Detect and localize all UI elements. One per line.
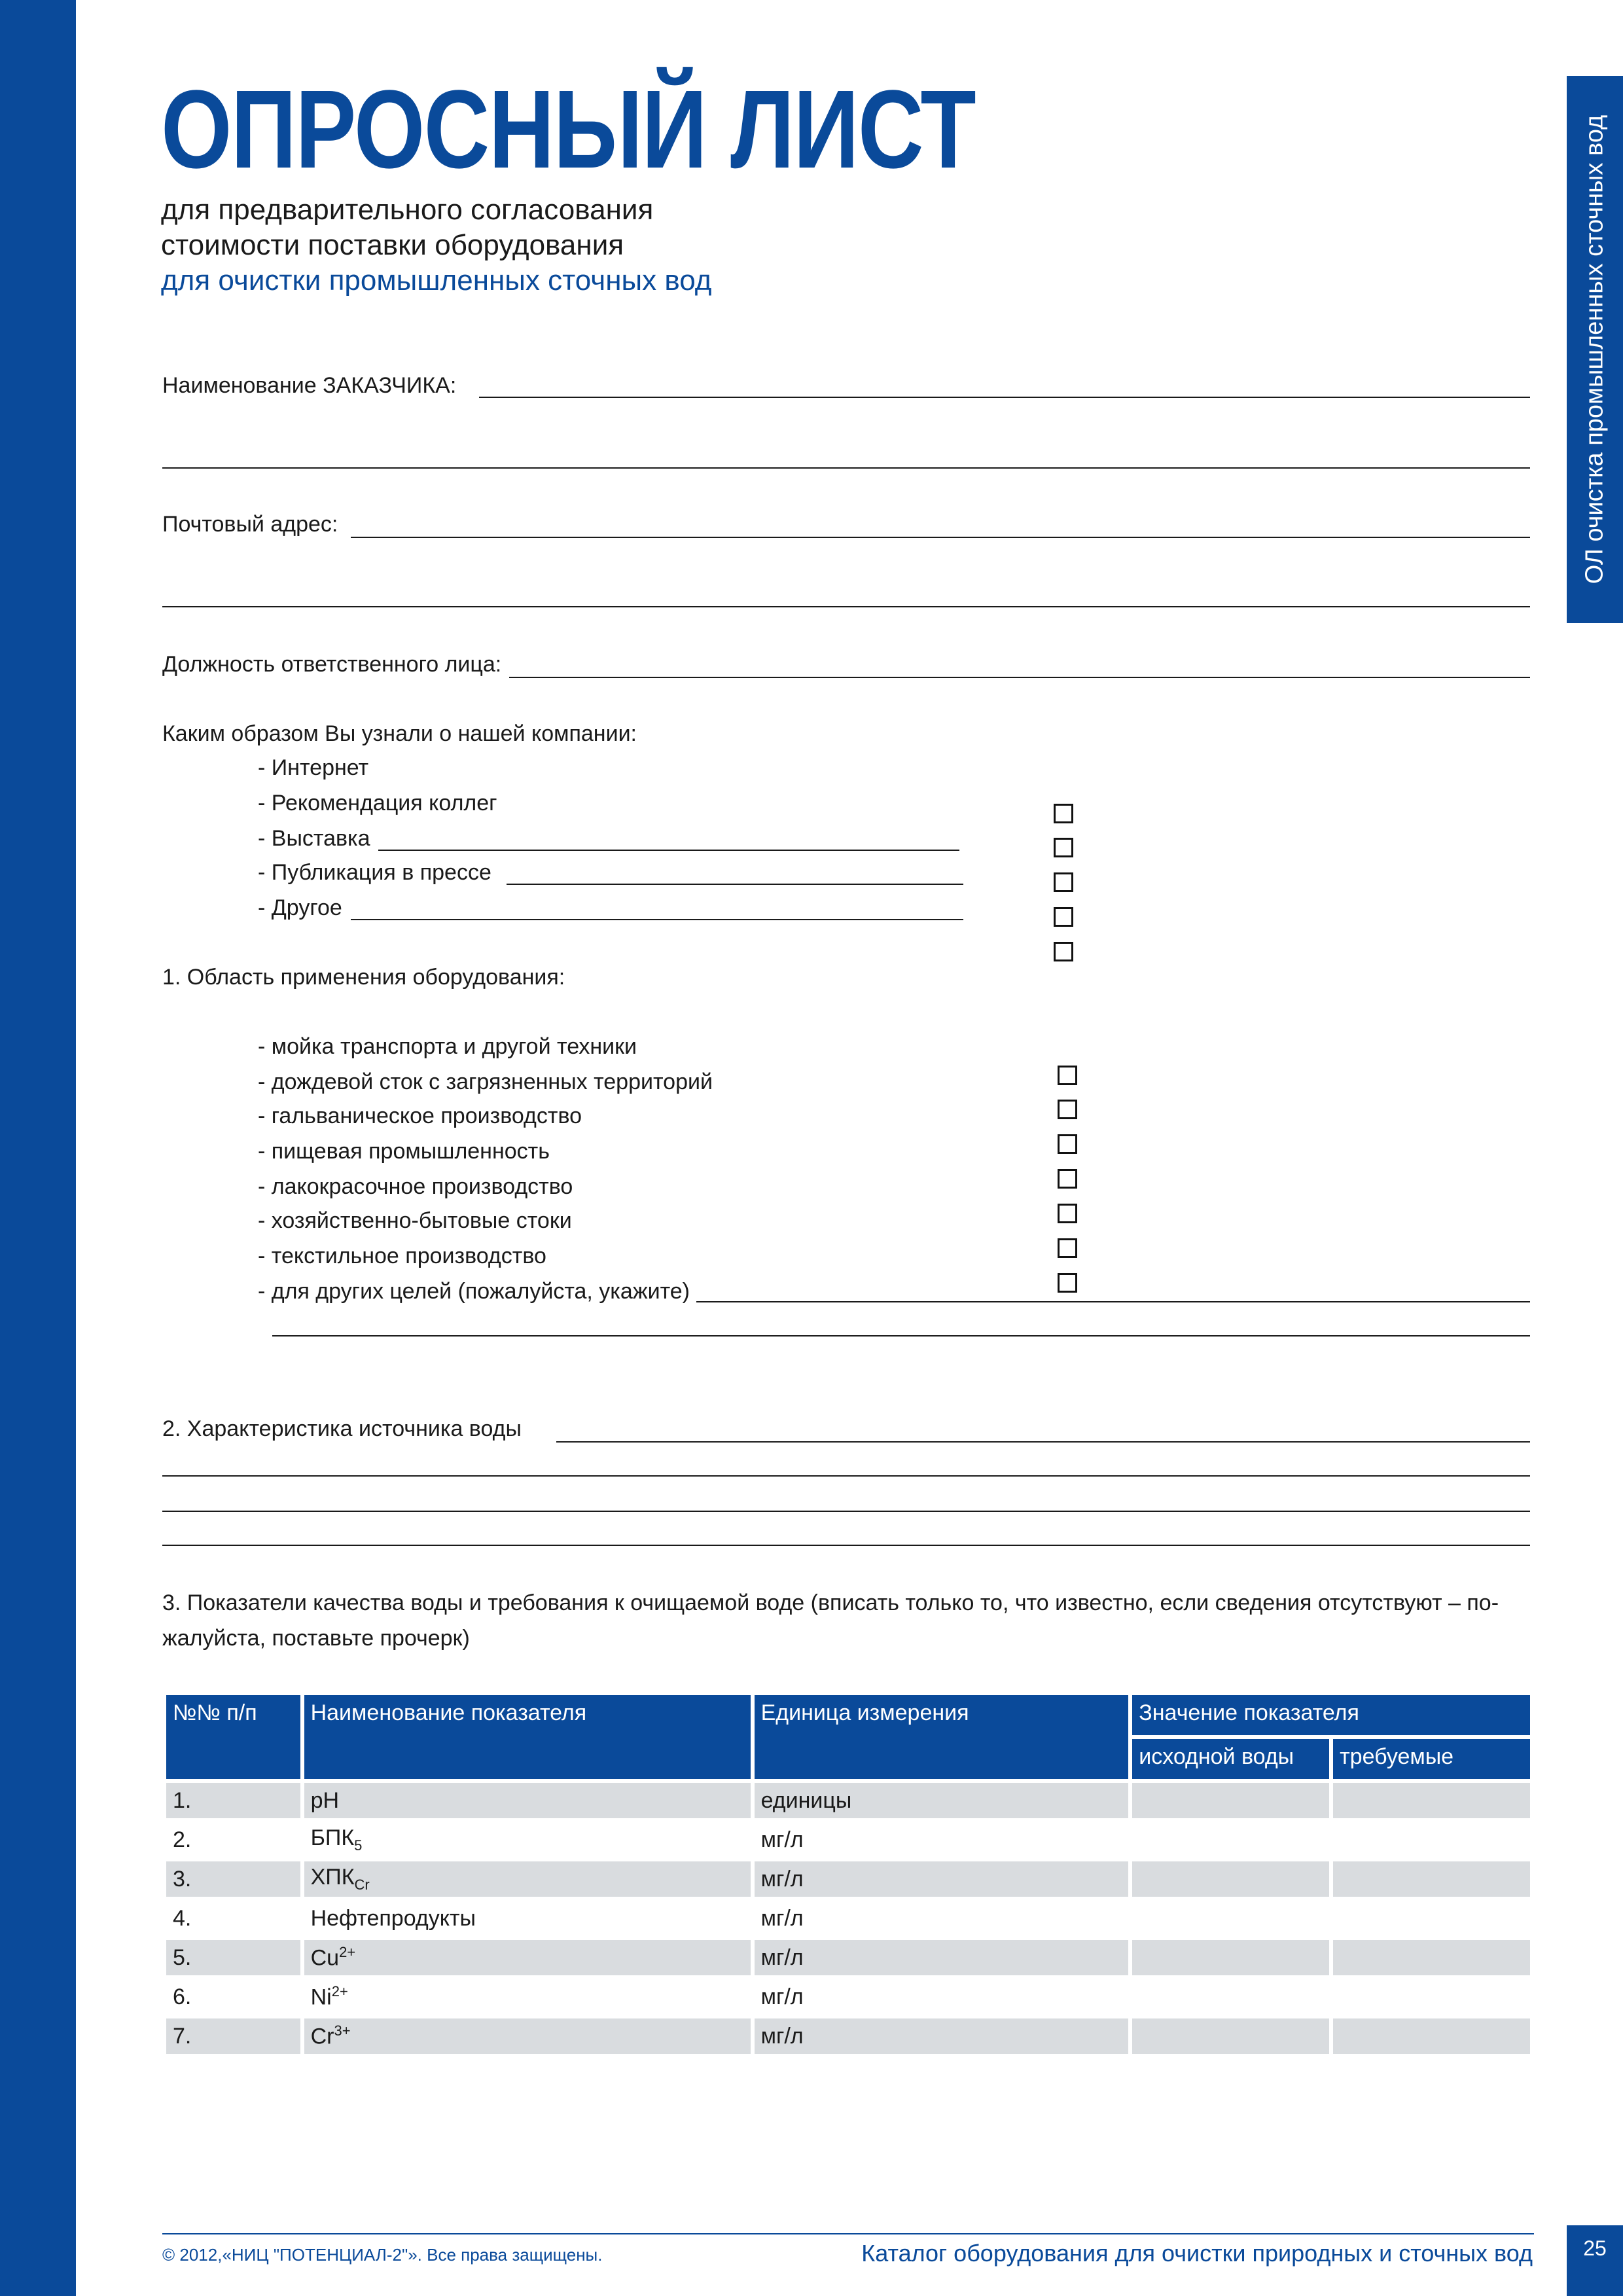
footer-copyright: © 2012,«НИЦ "ПОТЕНЦИАЛ-2"». Все права защищены.: [162, 2245, 603, 2265]
other-input-line[interactable]: [351, 919, 963, 920]
checkbox-source-2[interactable]: [1054, 838, 1073, 857]
side-tab-label: ОЛ очистка промышленных сточных вод: [1580, 115, 1609, 584]
row-name: [304, 1940, 751, 1975]
quality-table: [162, 1691, 1534, 2058]
source-option-colleagues: - Рекомендация коллег: [258, 791, 497, 816]
checkbox-application-2[interactable]: [1058, 1100, 1077, 1119]
row-required-value[interactable]: [1333, 1822, 1530, 1857]
header-required: требуемые: [1333, 1739, 1530, 1779]
row-source-value[interactable]: [1132, 1861, 1329, 1897]
checkbox-application-5[interactable]: [1058, 1204, 1077, 1223]
checkbox-application-4[interactable]: [1058, 1169, 1077, 1189]
table-row: [166, 1979, 1530, 2015]
row-num: 6.: [173, 1984, 192, 2009]
table-row: [166, 1861, 1530, 1897]
checkbox-application-1[interactable]: [1058, 1066, 1077, 1085]
row-source-value[interactable]: [1132, 1979, 1329, 2015]
page-title: ОПРОСНЫЙ ЛИСТ: [161, 67, 975, 192]
row-unit: мг/л: [760, 1984, 804, 2009]
row-source-value[interactable]: [1132, 2018, 1329, 2054]
row-num: 3.: [166, 1861, 300, 1897]
source-option-press: - Публикация в прессе: [258, 860, 491, 885]
application-option-4: - пищевая промышленность: [258, 1139, 550, 1164]
application-option-7: - текстильное производство: [258, 1244, 546, 1268]
row-required-value[interactable]: [1333, 1979, 1530, 2015]
parameter-superscript: 2+: [339, 1944, 356, 1961]
application-option-6: - хозяйственно-бытовые стоки: [258, 1208, 572, 1233]
row-required-value[interactable]: [1333, 1901, 1530, 1936]
subtitle-line-2: стоимости поставки оборудования: [161, 229, 624, 261]
parameter-name: Cu: [310, 1945, 340, 1971]
row-name: [304, 1783, 751, 1818]
parameter-name: ХПК: [310, 1865, 355, 1890]
table-row: [166, 1822, 1530, 1857]
checkbox-application-3[interactable]: [1058, 1134, 1077, 1154]
application-option-3: - гальваническое производство: [258, 1103, 582, 1128]
row-name: [304, 2018, 751, 2054]
parameter-name: БПК: [310, 1825, 355, 1851]
row-name: [304, 1861, 751, 1897]
header-unit: Единица измерения: [755, 1695, 1129, 1779]
section-3-title: 3. Показатели качества воды и требования к очищаемой воде (вписать только то, что известно, если сведения отсутствуют – по-: [162, 1590, 1499, 1615]
subtitle-line-1: для предварительного согласования: [161, 194, 654, 226]
parameter-superscript: 2+: [331, 1983, 348, 2000]
checkbox-source-4[interactable]: [1054, 907, 1073, 927]
row-source-value[interactable]: [1132, 1822, 1329, 1857]
table-row: [166, 1783, 1530, 1818]
row-source-value[interactable]: [1132, 1901, 1329, 1936]
row-name: [304, 1979, 751, 2015]
row-required-value[interactable]: [1333, 1783, 1530, 1818]
customer-label: Наименование ЗАКАЗЧИКА:: [162, 373, 457, 398]
position-label: Должность ответственного лица:: [162, 652, 502, 677]
address-input-line[interactable]: [351, 537, 1530, 538]
row-unit: единицы: [755, 1783, 1129, 1818]
water-source-input-line-2[interactable]: [162, 1475, 1530, 1477]
section-1-title: 1. Область применения оборудования:: [162, 965, 565, 990]
water-source-input-line[interactable]: [556, 1441, 1530, 1443]
checkbox-application-7[interactable]: [1058, 1273, 1077, 1293]
row-unit: мг/л: [755, 1861, 1129, 1897]
parameter-name: Ni: [310, 1984, 332, 2010]
row-source-value[interactable]: [1132, 1940, 1329, 1975]
row-required-value[interactable]: [1333, 1940, 1530, 1975]
checkbox-source-1[interactable]: [1054, 804, 1073, 823]
row-unit: мг/л: [760, 1905, 804, 1931]
parameter-name: Нефтепродукты: [310, 1905, 476, 1931]
left-accent-bar: [0, 0, 76, 2296]
checkbox-application-6[interactable]: [1058, 1238, 1077, 1258]
row-num: 2.: [173, 1827, 192, 1852]
table-row: [166, 2018, 1530, 2054]
footer-catalog-title: Каталог оборудования для очистки природных и сточных вод: [861, 2240, 1533, 2267]
header-value: Значение показателя: [1132, 1695, 1530, 1735]
address-input-line-2[interactable]: [162, 606, 1530, 607]
parameter-superscript: 3+: [334, 2022, 351, 2039]
row-name: [304, 1901, 751, 1936]
parameter-name: Cr: [310, 2024, 334, 2049]
parameter-subscript: 5: [354, 1837, 363, 1854]
source-option-exhibition: - Выставка: [258, 826, 370, 851]
application-option-1: - мойка транспорта и другой техники: [258, 1034, 637, 1059]
row-num: 1.: [166, 1783, 300, 1818]
water-source-input-line-4[interactable]: [162, 1545, 1530, 1546]
header-name: Наименование показателя: [304, 1695, 751, 1779]
row-unit: мг/л: [755, 1940, 1129, 1975]
application-option-8: - для других целей (пожалуйста, укажите): [258, 1279, 690, 1304]
customer-input-line[interactable]: [479, 397, 1530, 398]
section-2-title: 2. Характеристика источника воды: [162, 1416, 522, 1441]
row-num: 4.: [173, 1905, 192, 1931]
row-unit: мг/л: [760, 1827, 804, 1852]
checkbox-source-5[interactable]: [1054, 942, 1073, 961]
footer-divider: [162, 2233, 1534, 2234]
source-option-other: - Другое: [258, 895, 342, 920]
other-purpose-input-line[interactable]: [696, 1301, 1530, 1302]
application-option-5: - лакокрасочное производство: [258, 1174, 573, 1199]
water-source-input-line-3[interactable]: [162, 1511, 1530, 1512]
row-name: [304, 1822, 751, 1857]
source-option-internet: - Интернет: [258, 755, 369, 780]
parameter-name: pH: [310, 1787, 340, 1813]
position-input-line[interactable]: [509, 677, 1530, 678]
exhibition-input-line[interactable]: [378, 850, 959, 851]
customer-input-line-2[interactable]: [162, 467, 1530, 469]
row-required-value[interactable]: [1333, 1861, 1530, 1897]
row-unit: мг/л: [755, 2018, 1129, 2054]
page-number: 25: [1567, 2225, 1623, 2296]
row-num: 5.: [166, 1940, 300, 1975]
header-num: №№ п/п: [166, 1695, 300, 1779]
subtitle-line-3: для очистки промышленных сточных вод: [161, 264, 712, 296]
table-row: [166, 1940, 1530, 1975]
checkbox-source-3[interactable]: [1054, 872, 1073, 892]
header-source-water: исходной воды: [1132, 1739, 1329, 1779]
other-purpose-input-line-2[interactable]: [272, 1335, 1530, 1336]
section-3-title-cont: жалуйста, поставьте прочерк): [162, 1626, 470, 1651]
table-row: [166, 1901, 1530, 1936]
application-option-2: - дождевой сток с загрязненных территорий: [258, 1069, 713, 1094]
row-required-value[interactable]: [1333, 2018, 1530, 2054]
row-source-value[interactable]: [1132, 1783, 1329, 1818]
source-question: Каким образом Вы узнали о нашей компании:: [162, 721, 637, 746]
parameter-subscript: Cr: [354, 1876, 370, 1893]
address-label: Почтовый адрес:: [162, 512, 338, 537]
row-num: 7.: [166, 2018, 300, 2054]
press-input-line[interactable]: [507, 884, 963, 885]
